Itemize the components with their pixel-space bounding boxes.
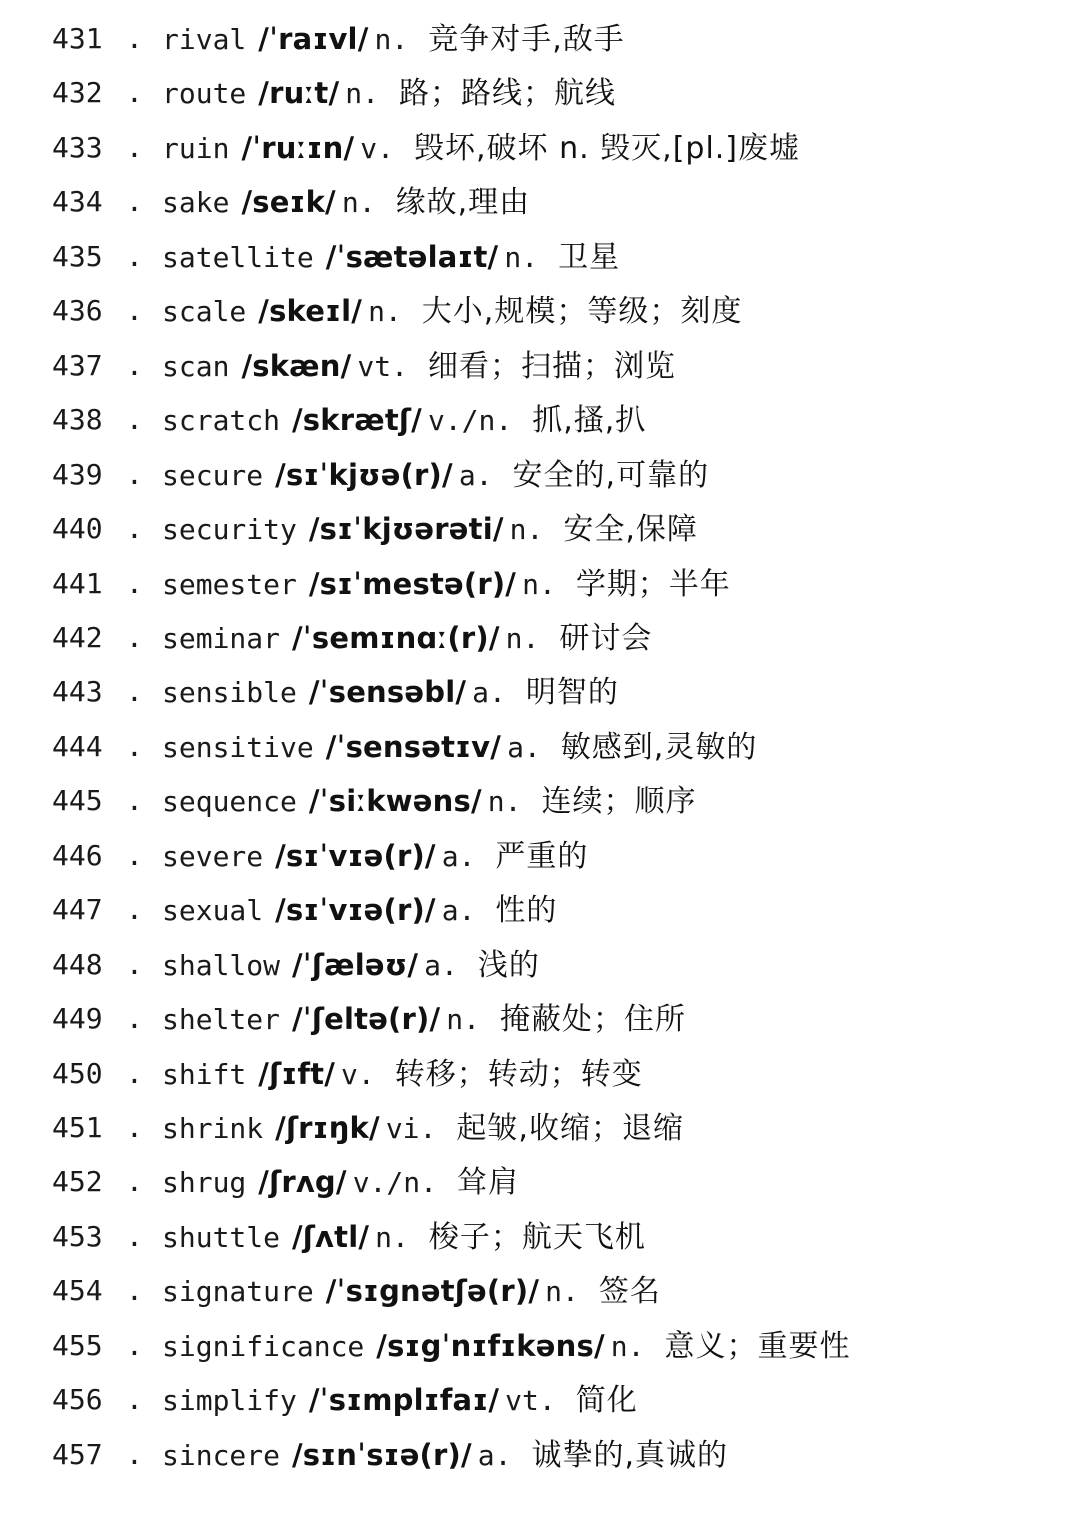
entry-phonetic: /sɪnˈsɪə(r)/: [292, 1437, 472, 1472]
entry-number: 445: [52, 784, 103, 818]
entry-word: shrink: [162, 1112, 264, 1145]
entry-meaning: 大小,规模；等级；刻度: [421, 294, 743, 330]
entry-line: [162, 450, 709, 502]
entry-number: 441: [52, 566, 103, 600]
entry-phonetic: /ˈsemɪnɑː(r)/: [292, 620, 500, 655]
vocab-entry: [0, 1266, 1080, 1316]
entry-meaning: 敏感到,灵敏的: [560, 729, 758, 765]
entry-part-of-speech: n.: [374, 23, 409, 56]
entry-number: 455: [52, 1328, 103, 1362]
entry-part-of-speech: vt.: [505, 1384, 556, 1418]
entry-meaning: 安全,保障: [563, 512, 698, 548]
entry-number: 452: [52, 1165, 103, 1199]
entry-dot: .: [126, 620, 143, 654]
entry-number: 456: [52, 1383, 103, 1417]
entry-dot: .: [126, 1165, 143, 1199]
entry-dot: .: [126, 130, 143, 164]
entry-part-of-speech: vt.: [357, 349, 408, 383]
entry-number: 449: [52, 1002, 103, 1036]
entry-dot: .: [126, 22, 143, 55]
entry-word: rival: [162, 23, 247, 56]
entry-line: [162, 1212, 646, 1264]
entry-meaning: 简化: [575, 1383, 638, 1419]
vocab-entry: [0, 940, 1080, 990]
entry-part-of-speech: a.: [424, 948, 458, 982]
entry-phonetic: /ˈruːɪn/: [241, 130, 355, 165]
entry-meaning: 毁坏,破坏 n. 毁灭,[pl.]废墟: [414, 130, 801, 166]
entry-line: [162, 722, 757, 774]
entry-phonetic: /sɪˈvɪə(r)/: [275, 893, 436, 928]
entry-number: 434: [52, 185, 103, 219]
vocab-entry: [0, 1375, 1080, 1425]
entry-line: [162, 994, 686, 1046]
entry-number: 439: [52, 457, 103, 491]
entry-meaning: 转移；转动；转变: [394, 1056, 643, 1092]
entry-line: [162, 504, 698, 556]
entry-line: [162, 559, 731, 611]
entry-meaning: 性的: [495, 893, 558, 929]
vocab-entry: [0, 559, 1080, 609]
entry-meaning: 路；路线；航线: [398, 76, 616, 112]
entry-meaning: 学期；半年: [575, 566, 731, 602]
entry-part-of-speech: n.: [487, 785, 522, 819]
entry-line: [162, 940, 540, 992]
entry-word: semester: [162, 567, 297, 601]
entry-word: simplify: [162, 1384, 297, 1418]
entry-phonetic: /ˈsætəlaɪt/: [325, 239, 499, 274]
entry-phonetic: /seɪk/: [241, 185, 336, 220]
vocab-entry: [0, 1212, 1080, 1262]
vocab-entry: [0, 831, 1080, 881]
entry-meaning: 抓,搔,扒: [532, 403, 647, 439]
entry-part-of-speech: a.: [458, 458, 493, 492]
entry-phonetic: /sɪgˈnɪfɪkəns/: [376, 1328, 605, 1363]
vocab-entry: [0, 232, 1080, 282]
entry-phonetic: /ˈʃæləʊ/: [292, 947, 419, 982]
entry-part-of-speech: a.: [441, 894, 476, 928]
entry-phonetic: /ˈʃeltə(r)/: [292, 1002, 441, 1037]
entry-word: satellite: [162, 240, 314, 274]
vocab-entry: [0, 14, 1080, 64]
entry-line: [162, 613, 652, 665]
entry-word: sequence: [162, 785, 297, 819]
entry-dot: .: [126, 566, 143, 600]
entry-meaning: 严重的: [495, 838, 589, 874]
entry-dot: .: [126, 1111, 143, 1144]
vocab-entry: [0, 1430, 1080, 1480]
entry-phonetic: /skæn/: [241, 348, 352, 383]
entry-phonetic: /sɪˈkjʊərəti/: [308, 512, 504, 547]
entry-number: 447: [52, 893, 103, 927]
entry-line: [162, 68, 616, 120]
vocab-entry: [0, 776, 1080, 826]
entry-word: severe: [162, 839, 264, 873]
entry-part-of-speech: a.: [472, 676, 506, 710]
entry-dot: .: [126, 512, 143, 546]
entry-dot: .: [126, 348, 143, 382]
entry-word: seminar: [162, 621, 281, 655]
entry-meaning: 安全的,可靠的: [512, 457, 710, 493]
entry-word: shelter: [162, 1003, 281, 1037]
vocab-entry: [0, 286, 1080, 336]
entry-line: [162, 1103, 684, 1155]
vocab-entry: [0, 613, 1080, 663]
entry-dot: .: [126, 1056, 143, 1090]
entry-meaning: 明智的: [525, 675, 619, 711]
entry-number: 435: [52, 239, 103, 273]
entry-line: [162, 1375, 638, 1427]
entry-number: 444: [52, 729, 103, 763]
entry-dot: .: [126, 893, 143, 927]
entry-number: 432: [52, 76, 103, 110]
entry-dot: .: [126, 1219, 143, 1253]
entry-dot: .: [126, 1002, 143, 1036]
vocab-entry: [0, 885, 1080, 935]
entry-part-of-speech: n.: [375, 1220, 409, 1254]
entry-phonetic: /sɪˈmestə(r)/: [308, 566, 517, 601]
entry-word: shallow: [162, 948, 281, 982]
entry-part-of-speech: v.: [360, 131, 394, 165]
entry-word: significance: [162, 1329, 365, 1363]
entry-word: sincere: [162, 1438, 281, 1472]
entry-meaning: 卫星: [558, 239, 621, 275]
entry-line: [162, 232, 620, 284]
entry-line: [162, 1430, 728, 1482]
entry-word: sexual: [162, 894, 264, 928]
entry-dot: .: [126, 784, 143, 818]
entry-meaning: 连续；顺序: [541, 784, 697, 820]
entry-dot: .: [126, 76, 143, 110]
entry-number: 442: [52, 620, 103, 654]
entry-dot: .: [126, 403, 143, 437]
entry-part-of-speech: n.: [505, 621, 540, 655]
vocab-entry: [0, 1049, 1080, 1099]
entry-number: 446: [52, 838, 103, 872]
entry-dot: .: [126, 1437, 143, 1471]
entry-meaning: 研讨会: [559, 620, 653, 656]
entry-word: scale: [162, 295, 247, 329]
vocab-entry: [0, 1103, 1080, 1153]
vocab-entry: [0, 341, 1080, 391]
entry-number: 438: [52, 403, 103, 437]
entry-dot: .: [126, 729, 143, 763]
entry-phonetic: /ˈsensətɪv/: [325, 729, 502, 764]
entry-part-of-speech: n.: [509, 513, 544, 547]
entry-phonetic: /skeɪl/: [258, 294, 363, 329]
entry-dot: .: [126, 675, 143, 709]
entry-line: [162, 776, 696, 828]
entry-word: scratch: [162, 404, 281, 438]
entry-meaning: 耸肩: [456, 1165, 519, 1201]
entry-part-of-speech: v./n.: [352, 1166, 437, 1200]
entry-line: [162, 1266, 661, 1318]
vocab-entry: [0, 722, 1080, 772]
entry-part-of-speech: n.: [522, 567, 556, 601]
entry-number: 453: [52, 1219, 103, 1253]
entry-dot: .: [126, 294, 143, 328]
entry-part-of-speech: a.: [441, 839, 476, 873]
entry-word: sensible: [162, 676, 297, 710]
entry-word: sensitive: [162, 730, 314, 764]
entry-line: [162, 831, 588, 883]
entry-word: shuttle: [162, 1220, 281, 1254]
entry-number: 450: [52, 1056, 103, 1090]
entry-phonetic: /ˈraɪvl/: [258, 22, 369, 56]
entry-phonetic: /ʃrɪŋk/: [275, 1111, 380, 1145]
entry-phonetic: /skrætʃ/: [292, 403, 422, 438]
entry-word: secure: [162, 458, 264, 492]
entry-part-of-speech: v.: [341, 1057, 375, 1091]
entry-line: [162, 885, 557, 937]
entry-part-of-speech: n.: [545, 1275, 579, 1309]
entry-line: [162, 1321, 850, 1373]
entry-part-of-speech: n.: [504, 240, 539, 274]
entry-part-of-speech: a.: [507, 730, 541, 764]
entry-number: 448: [52, 947, 103, 981]
entry-part-of-speech: n.: [345, 77, 379, 111]
entry-word: signature: [162, 1275, 314, 1309]
entry-part-of-speech: v./n.: [427, 404, 513, 438]
vocab-entry: [0, 1157, 1080, 1207]
entry-dot: .: [126, 457, 143, 491]
entry-word: scan: [162, 349, 230, 383]
entry-line: [162, 667, 619, 719]
entry-number: 451: [52, 1111, 103, 1144]
entry-number: 437: [52, 348, 103, 382]
entry-number: 436: [52, 294, 103, 328]
vocab-entry: [0, 994, 1080, 1044]
entry-part-of-speech: vi.: [385, 1112, 437, 1145]
entry-part-of-speech: a.: [477, 1438, 512, 1472]
entry-phonetic: /ˈsiːkwəns/: [308, 784, 482, 819]
entry-number: 454: [52, 1274, 103, 1308]
entry-line: [162, 14, 625, 66]
vocab-entry: [0, 1321, 1080, 1371]
entry-line: [162, 286, 742, 338]
entry-phonetic: /ʃɪft/: [258, 1056, 336, 1091]
entry-phonetic: /ʃʌtl/: [292, 1219, 370, 1254]
entry-dot: .: [126, 838, 143, 872]
entry-line: [162, 177, 530, 229]
entry-dot: .: [126, 185, 143, 219]
entry-number: 443: [52, 675, 103, 709]
entry-line: [162, 123, 800, 175]
entry-dot: .: [126, 239, 143, 273]
vocab-entry: [0, 395, 1080, 445]
entry-meaning: 细看；扫描；浏览: [427, 348, 676, 384]
entry-number: 433: [52, 130, 103, 164]
entry-phonetic: /ˈsɪmplɪfaɪ/: [308, 1383, 500, 1418]
entry-meaning: 梭子；航天飞机: [428, 1219, 646, 1255]
entry-number: 440: [52, 512, 103, 546]
entry-word: shrug: [162, 1166, 247, 1200]
vocab-entry: [0, 450, 1080, 500]
entry-dot: .: [126, 1328, 143, 1362]
entry-part-of-speech: n.: [368, 295, 402, 329]
vocab-entry: [0, 123, 1080, 173]
vocab-entry: [0, 667, 1080, 717]
entry-meaning: 缘故,理由: [395, 185, 531, 221]
entry-meaning: 浅的: [477, 947, 540, 983]
entry-number: 431: [52, 22, 103, 55]
entry-part-of-speech: n.: [446, 1003, 480, 1037]
entry-meaning: 签名: [598, 1274, 661, 1310]
entry-phonetic: /sɪˈvɪə(r)/: [275, 838, 436, 873]
entry-meaning: 掩蔽处；住所: [499, 1002, 686, 1038]
entry-line: [162, 341, 676, 393]
entry-number: 457: [52, 1437, 103, 1471]
entry-word: sake: [162, 186, 230, 220]
entry-part-of-speech: n.: [341, 186, 376, 220]
vocab-entry: [0, 504, 1080, 554]
entry-meaning: 意义；重要性: [664, 1328, 851, 1364]
entry-word: route: [162, 77, 247, 111]
entry-phonetic: /ˈsɪgnətʃə(r)/: [325, 1274, 540, 1309]
entry-word: shift: [162, 1057, 247, 1091]
entry-phonetic: /ˈsensəbl/: [308, 675, 467, 710]
entry-meaning: 诚挚的,真诚的: [531, 1437, 729, 1473]
entry-line: [162, 395, 646, 447]
entry-line: [162, 1049, 643, 1101]
entry-phonetic: /ruːt/: [258, 76, 340, 111]
entry-dot: .: [126, 1274, 143, 1308]
vocab-entry: [0, 177, 1080, 227]
entry-line: [162, 1157, 519, 1209]
entry-dot: .: [126, 1383, 143, 1417]
vocab-entry: [0, 68, 1080, 118]
entry-word: ruin: [162, 131, 230, 165]
entry-word: security: [162, 513, 297, 547]
entry-dot: .: [126, 947, 143, 981]
entry-part-of-speech: n.: [610, 1329, 645, 1363]
entry-phonetic: /ʃrʌg/: [258, 1165, 347, 1200]
entry-meaning: 竞争对手,敌手: [428, 22, 625, 57]
entry-phonetic: /sɪˈkjʊə(r)/: [275, 457, 453, 492]
entry-meaning: 起皱,收缩；退缩: [456, 1111, 684, 1146]
